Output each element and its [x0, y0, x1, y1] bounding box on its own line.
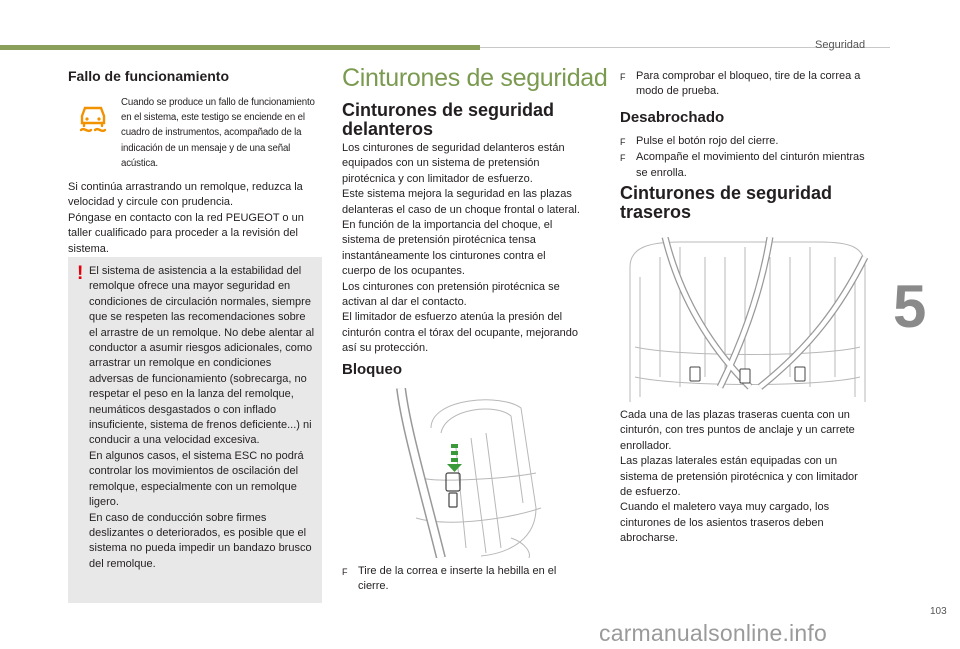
front-belts-heading: Cinturones de seguridad delanteros	[342, 100, 555, 139]
step-bullet-icon: F	[620, 137, 626, 147]
fault-heading: Fallo de funcionamiento	[68, 68, 230, 84]
list-item	[620, 134, 878, 150]
bloqueo-heading: Bloqueo	[342, 361, 402, 378]
fault-paragraph: Si continúa arrastrando un remolque, reduzca la velocidad y circule con prudencia. Póngase en contacto con la red PEUGEOT o un taller cualificado para proceder a la revisión del sistema.	[68, 181, 304, 255]
page-number: 103	[930, 606, 947, 617]
front-seat-belt-illustration	[361, 388, 581, 558]
esc-warning-icon	[77, 102, 109, 134]
desabrochado-step-text: Acompañe el movimiento del cinturón mientras se enrolla.	[636, 151, 865, 179]
rear-seat-belt-illustration	[620, 237, 875, 402]
step-bullet-icon: F	[620, 72, 626, 82]
chapter-number: 5	[893, 273, 927, 340]
fault-icon-description: Cuando se produce un fallo de funcionamiento en el sistema, este testigo se enciende en el cuadro de instrumentos, acompañado de la indicación de un mensaje y de una señal acústica.	[121, 97, 315, 169]
desabrochado-step-text: Pulse el botón rojo del cierre.	[636, 135, 779, 147]
watermark: carmanualsonline.info	[599, 620, 827, 646]
desabrochado-steps	[620, 134, 878, 181]
check-step	[620, 69, 878, 100]
desabrochado-heading: Desabrochado	[620, 109, 725, 126]
header-accent-bar	[0, 45, 480, 50]
warning-text: El sistema de asistencia a la estabilidad del remolque ofrece una mayor seguridad en condiciones de circulación normales, siempre que se respeten las recomendaciones sobre el arrastre de un remolque. No debe alentar al conductor a asumir riesgos adicionales, como arrastrar un remolque en condiciones adversas de funcionamiento (sobrecarga, no respetar el peso en la lanza del remolque, neumáticos desgastados o con inflado insuficiente, sistema de frenos deficiente...) ni conducir a una velocidad excesiva. En algunos casos, el sistema ESC no podrá controlar los movimientos de oscilación del remolque, especialmente con un remolque ligero. En caso de conducción sobre firmes deslizantes o deteriorados, es posible que el sistema no pueda impedir un bandazo brusco del remolque.	[89, 265, 315, 570]
section-label: Seguridad	[815, 39, 866, 51]
check-step-text: Para comprobar el bloqueo, tire de la correa a modo de prueba.	[636, 70, 861, 98]
front-belts-text: Los cinturones de seguridad delanteros están equipados con un sistema de pretensión pirotécnica y con limitador de esfuerzo. Este sistema mejora la seguridad en las plazas delanteras el caso de un choque frontal o lateral. En función de la importancia del choque, el sistema de pretensión pirotécnica tensa instantáneamente los cinturones contra el cuerpo de los ocupantes. Los cinturones con pretensión pirotécnica se activan al dar el contacto. El limitador de esfuerzo atenúa la presión del cinturón contra el tórax del ocupante, mejorando así su protección.	[342, 142, 580, 355]
step-bullet-icon: F	[342, 567, 348, 577]
list-item	[620, 150, 878, 181]
step-bullet-icon: F	[620, 153, 626, 164]
warning-icon: !	[77, 263, 84, 284]
rear-belts-heading: Cinturones de seguridad traseros	[620, 183, 833, 222]
bloqueo-step-text: Tire de la correa e inserte la hebilla en el cierre.	[358, 565, 557, 593]
rear-belts-text: Cada una de las plazas traseras cuenta con un cinturón, con tres puntos de anclaje y un carrete enrollador. Las plazas laterales están equipadas con un sistema de pretensión pirotécnica y con limitador de esfuerzo. Cuando el maletero vaya muy cargado, los cinturones de los asientos traseros deben abrocharse.	[620, 409, 858, 545]
page-title: Cinturones de seguridad	[342, 64, 608, 92]
bloqueo-step	[342, 564, 587, 595]
